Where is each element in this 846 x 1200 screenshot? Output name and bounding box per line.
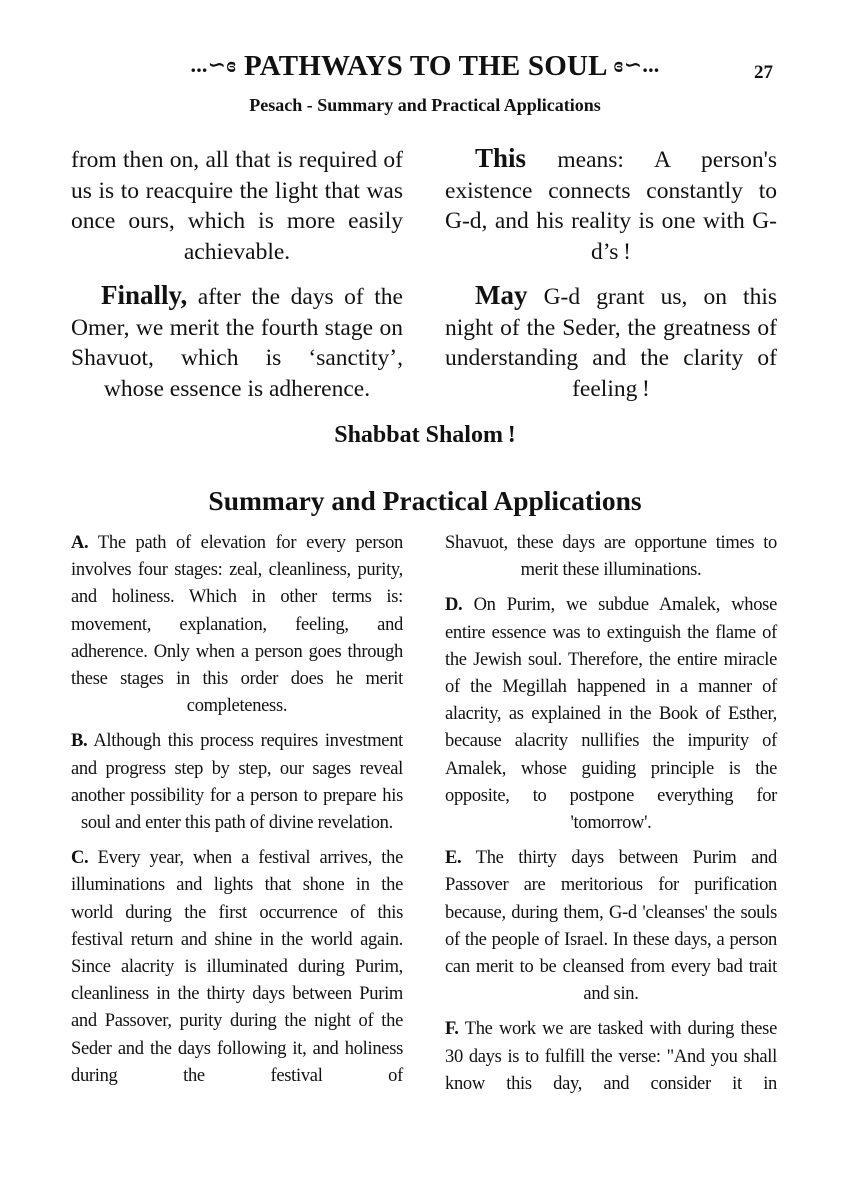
item-letter: F. xyxy=(445,1019,459,1040)
running-header xyxy=(120,50,730,83)
paragraph-lead-word: This xyxy=(475,143,527,173)
summary-item-d: D. On Purim, we subdue Amalek, whose entire essence was to extinguish the flame of the Jewish soul. Therefore, the entire miracle of the Megillah happened in a manner of alacrity, as explained in the Book of Esther, because alacrity nullifies the impurity of Amalek, whose guiding principle is the opposite, to postpone everything for 'tomorrow'. xyxy=(445,595,777,834)
item-letter: C. xyxy=(71,848,89,869)
ornament-left-icon: ...∽ɞ xyxy=(190,52,237,77)
item-letter: D. xyxy=(445,595,463,616)
ornament-right-icon: ɞ∽... xyxy=(613,52,660,77)
page-number: 27 xyxy=(754,62,773,83)
summary-item-f: F. The work we are tasked with during these 30 days is to fulfill the verse: "And you shall know this day, and consider it in xyxy=(445,1019,777,1094)
summary-item-c: C. Every year, when a festival arrives, the illuminations and lights that shone in the world during the first occurrence of this festival return and shine in the world again. Since alacrity is illuminated during Purim, cleanliness in the thirty days between Purim and Passover, purity during the night of the Seder and the days following it, and holiness during the festival of xyxy=(71,848,403,1086)
section-heading: Summary and Practical Applications xyxy=(208,485,642,516)
summary-item-b: B. Although this process requires investment and progress step by step, our sages reveal another possibility for a person to prepare his soul and enter this path of divine revelation. xyxy=(71,731,403,834)
chapter-subtitle: Pesach - Summary and Practical Applications xyxy=(249,95,601,115)
summary-right-column xyxy=(445,530,777,1106)
summary-left-column xyxy=(71,530,403,1098)
item-letter: B. xyxy=(71,731,88,752)
paragraph-lead-word: Finally, xyxy=(101,280,188,310)
summary-item-e: E. The thirty days between Purim and Passover are meritorious for purification because, during them, G-d 'cleanses' the souls of the people of Israel. In these days, a person can merit to be cleansed from every bad trait and sin. xyxy=(445,848,777,1005)
top-left-column xyxy=(71,143,403,417)
top-right-column xyxy=(445,143,777,417)
item-letter: A. xyxy=(71,533,89,553)
summary-item-a: A. The path of elevation for every person involves four stages: zeal, cleanliness, purity, and holiness. Which in other terms is: movement, explanation, feeling, and adherence. Only when a person goes through these stages in this order does he merit completeness. xyxy=(71,533,403,717)
paragraph: This means: A person's existence connects constantly to G-d, and his reality is one with G-d’s ! xyxy=(445,143,777,265)
summary-item-c-continued: Shavuot, these days are opportune times to merit these illuminations. xyxy=(445,533,777,581)
paragraph-lead-word: May xyxy=(475,280,528,310)
item-letter: E. xyxy=(445,848,462,869)
closing-greeting: Shabbat Shalom ! xyxy=(334,422,516,448)
paragraph: May G-d grant us, on this night of the Seder, the greatness of understanding and the clarity of feeling ! xyxy=(445,280,777,402)
paragraph: from then on, all that is required of us is to reacquire the light that was once ours, which is more easily achievable. xyxy=(71,147,403,265)
book-title: PATHWAYS TO THE SOUL xyxy=(243,50,607,82)
paragraph: Finally, after the days of the Omer, we merit the fourth stage on Shavuot, which is ‘sanctity’, whose essence is adherence. xyxy=(71,280,403,402)
